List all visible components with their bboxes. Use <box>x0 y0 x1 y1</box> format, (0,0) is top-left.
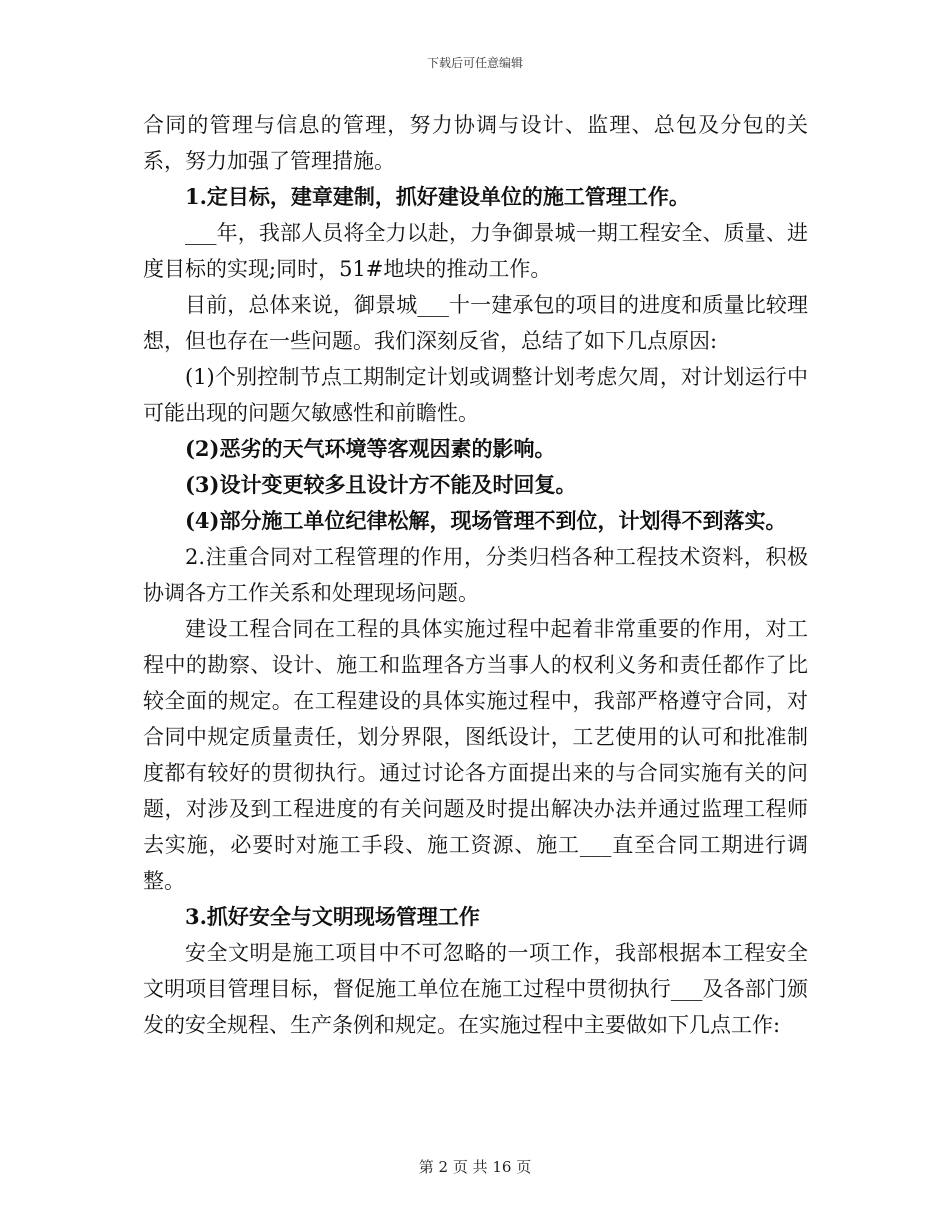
page-footer: 第 2 页 共 16 页 <box>418 1158 532 1176</box>
paragraph-3: 目前，总体来说，御景城___十一建承包的项目的进度和质量比较理想，但也存在一些问题。我们深刻反省，总结了如下几点原因: <box>143 293 808 353</box>
paragraph-4: 建设工程合同在工程的具体实施过程中起着非常重要的作用，对工程中的勘察、设计、施工和监理各方当事人的权利义务和责任都作了比较全面的规定。在工程建设的具体实施过程中，我部严格遵守合同，对合同中规定质量责任，划分界限，图纸设计，工艺使用的认可和批准制度都有较好的贯彻执行。通过讨论各方面提出来的与合同实施有关的问题，对涉及到工程进度的有关问题及时提出解决办法并通过监理工程师去实施，必要时对施工手段、施工资源、施工___直至合同工期进行调整。 <box>143 617 808 893</box>
heading-2: 2.注重合同对工程管理的作用，分类归档各种工程技术资料，积极协调各方工作关系和处理现场问题。 <box>143 545 808 605</box>
reason-3: (3)设计变更较多且设计方不能及时回复。 <box>185 472 577 497</box>
reason-2: (2)恶劣的天气环境等客观因素的影响。 <box>185 436 556 461</box>
heading-1: 1.定目标，建章建制，抓好建设单位的施工管理工作。 <box>185 184 690 209</box>
document-body <box>143 107 808 1043</box>
reason-1: (1)个别控制节点工期制定计划或调整计划考虑欠周，对计划运行中可能出现的问题欠敏感性和前瞻性。 <box>143 365 808 425</box>
page-header: 下载后可任意编辑 <box>426 56 523 70</box>
paragraph-2: ___年，我部人员将全力以赴，力争御景城一期工程安全、质量、进度目标的实现;同时，51#地块的推动工作。 <box>143 221 808 281</box>
paragraph-1: 合同的管理与信息的管理，努力协调与设计、监理、总包及分包的关系，努力加强了管理措施。 <box>143 113 808 173</box>
reason-4: (4)部分施工单位纪律松解，现场管理不到位，计划得不到落实。 <box>185 508 787 533</box>
paragraph-5: 安全文明是施工项目中不可忽略的一项工作，我部根据本工程安全文明项目管理目标，督促施工单位在施工过程中贯彻执行___及各部门颁发的安全规程、生产条例和规定。在实施过程中主要做如下几点工作: <box>143 941 808 1037</box>
heading-3: 3.抓好安全与文明现场管理工作 <box>185 904 480 929</box>
